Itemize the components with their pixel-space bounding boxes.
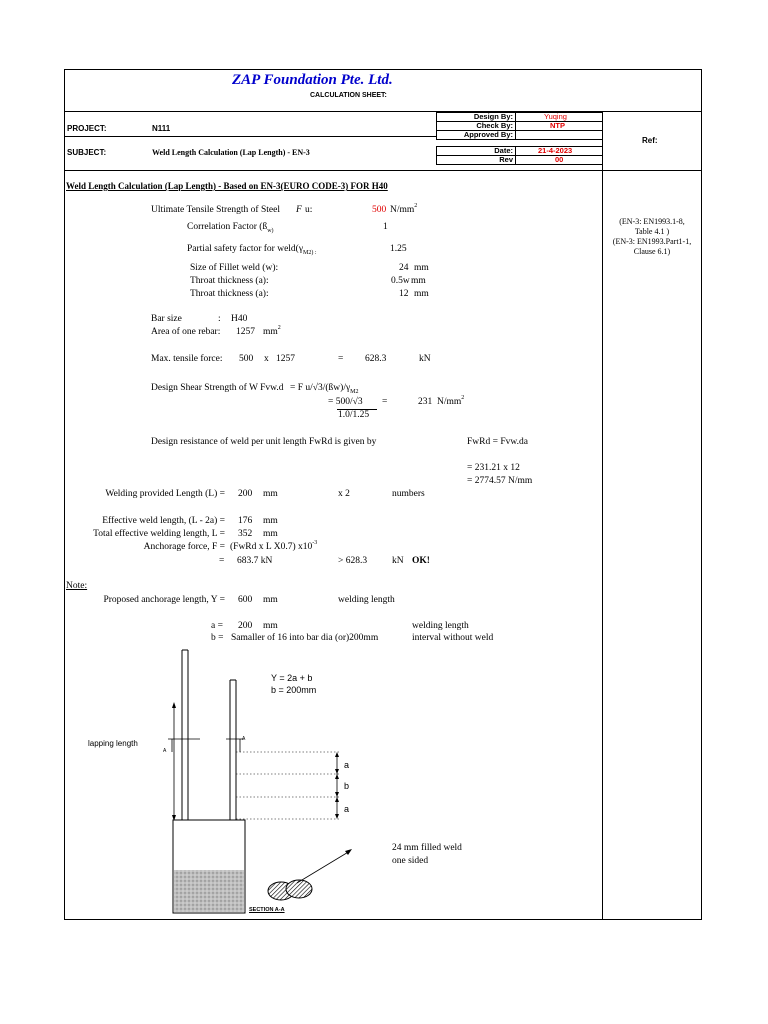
dim-arrow-5 [335,797,339,802]
section-mark-a-right: A [242,736,246,742]
lap-weld-diagram [64,640,602,920]
throat2-value: 12 [399,289,409,299]
proposed-unit: mm [263,595,278,605]
subject-label: SUBJECT: [67,148,107,157]
lapping-arrow-top [172,702,176,708]
b-value: Samaller of 16 into bar dia (or)200mm [231,633,379,643]
ref-line-2: Table 4.1 ) [634,227,670,236]
shear-line2-eq: = [382,397,388,407]
project-label: PROJECT: [67,124,107,133]
uts-label: Ultimate Tensile Strength of Steel [151,205,280,215]
corr-label: Correlation Factor ($ß_{w)}$ [187,222,274,234]
fillet-label: Size of Fillet weld (w): [190,263,279,273]
dim-label-b: b [344,781,350,791]
header-divider [64,111,702,112]
dim-arrow-3 [335,774,339,779]
provided-label: Welding provided Length (L) = [105,489,225,499]
resistance-label: Design resistance of weld per unit length FwRd is given by [151,437,377,447]
weld-leader-line [297,851,350,883]
rev-value-cell: 00 [515,155,603,165]
anchor-label: Anchorage force, F = [143,542,225,552]
area-value: 1257 [236,327,255,337]
weld-circle-right [286,880,312,898]
approved-by-value-cell [515,130,603,140]
lapping-label: lapping length [88,739,138,748]
weld-note-line2: one sided [392,856,429,866]
anchor-compare: > 628.3 [338,556,368,566]
company-name: ZAP Foundation Pte. Ltd. [232,72,393,88]
a-label: a = [211,621,223,631]
diagram-eq2: b = 200mm [271,685,317,695]
tensile-unit: kN [419,354,431,364]
tensile-eq: = [338,354,344,364]
section-aa-label: SECTION A-A [249,907,285,913]
fillet-value: 24 [399,263,409,273]
throat2-label: Throat thickness (a): [190,289,269,299]
anchor-value: 683.7 kN [237,556,273,566]
proposed-value: 600 [238,595,253,605]
shear-formula: = F $u/√3/(ßw)/\gamma_{M2}$ [290,383,359,395]
provided-unit: mm [263,489,278,499]
ref-label: Ref: [642,136,658,145]
subject-value: Weld Length Calculation (Lap Length) - EN-3 [152,148,310,157]
a-desc: welding length [412,621,469,631]
section-title: Weld Length Calculation (Lap Length) - Based on EN-3(EURO CODE-3) FOR H40 [66,181,388,191]
total-label: Total effective welding length, L = [93,529,225,539]
eff-value: 176 [238,516,253,526]
tensile-b: 1257 [276,354,295,364]
tensile-x: x [264,354,269,364]
uts-unit: $N/mm^2$ [390,203,418,215]
a-value: 200 [238,621,253,631]
design-by-label-cell: Design By: [436,112,516,122]
tensile-label: Max. tensile force: [151,354,223,364]
project-value: N111 [152,124,171,133]
dim-arrow-1 [335,752,339,757]
project-underline [64,136,436,137]
ref-notes [602,217,702,257]
shear-line3: 1.0/1.25 [338,410,370,420]
design-by-value-cell: Yuqing [515,112,603,122]
throat1-label: Throat thickness (a): [190,276,269,286]
fillet-unit: mm [414,263,429,273]
diagram-eq1: Y = 2a + b [271,673,313,683]
check-by-label-cell: Check By: [436,121,516,131]
uts-symbol: F [296,205,302,215]
header-bottom-line [64,170,702,171]
approved-by-label-cell: Approved By: [436,130,516,140]
check-by-value-cell: NTP [515,121,603,131]
psf-label: Partial safety factor for $weld(\gamma_{M2) :}$ [187,244,317,256]
rev-label-cell: Rev [436,155,516,165]
uts-value: 500 [372,205,387,215]
dim-arrow-4 [335,792,339,797]
shear-label: Design Shear Strength of W Fvw.d [151,383,284,393]
dim-label-a-top: a [344,760,350,770]
anchor-unit: kN [392,556,404,566]
uts-symbol-suffix: u: [305,205,313,215]
corr-value: 1 [383,222,388,232]
throat2-unit: mm [414,289,429,299]
b-label: b = [211,633,224,643]
throat1-value: 0.5w [391,276,410,286]
a-unit: mm [263,621,278,631]
throat1-unit: mm [411,276,426,286]
shear-line2-unit: $N/mm^2$ [437,395,465,407]
area-label: Area of one rebar: [151,327,221,337]
eff-unit: mm [263,516,278,526]
psf-value: 1.25 [390,244,407,254]
area-unit: $mm^2$ [263,325,281,337]
eff-label: Effective weld length, (L - 2a) = [102,516,225,526]
tensile-result: 628.3 [365,354,387,364]
bar-size-colon: : [218,314,221,324]
total-unit: mm [263,529,278,539]
sheet-title: CALCULATION SHEET: [310,92,387,99]
date-value-cell: 21-4-2023 [515,146,603,156]
date-label-cell: Date: [436,146,516,156]
concrete-fill [174,870,244,912]
shear-line2-value: 231 [418,397,433,407]
leader-arrow [345,849,352,855]
ref-line-3: (EN-3: EN1993.Part1-1, [612,237,692,246]
bar-size-value: H40 [231,314,248,324]
anchor-formula: (FwRd x L X0.7) $x10^{-3}$ [230,540,318,552]
shear-line2: = 500/√3 [328,397,363,407]
resistance-line3: = 2774.57 N/mm [467,476,533,486]
dim-label-a-bottom: a [344,804,350,814]
proposed-label: Proposed anchorage length, Y = [103,595,225,605]
dim-arrow-6 [335,814,339,819]
bar-size-label: Bar size [151,314,182,324]
weld-note-line1: 24 mm filled weld [392,843,462,853]
ref-line-1: (EN-3: EN1993.1-8, [619,217,685,226]
section-mark-a-left: A [163,748,167,754]
tensile-a: 500 [239,354,254,364]
ref-line-4: Clause 6.1) [633,247,671,256]
ok-badge: OK! [412,556,430,566]
provided-value: 200 [238,489,253,499]
proposed-desc: welding length [338,595,395,605]
note-label: Note: [66,581,88,591]
dim-arrow-2 [335,769,339,774]
provided-x: x 2 [338,489,350,499]
anchor-eq: = [219,556,225,566]
provided-numbers: numbers [392,489,425,499]
b-desc: interval without weld [412,633,494,643]
resistance-line2: = 231.21 x 12 [467,463,520,473]
total-value: 352 [238,529,253,539]
resistance-formula: FwRd = Fvw.da [467,437,528,447]
